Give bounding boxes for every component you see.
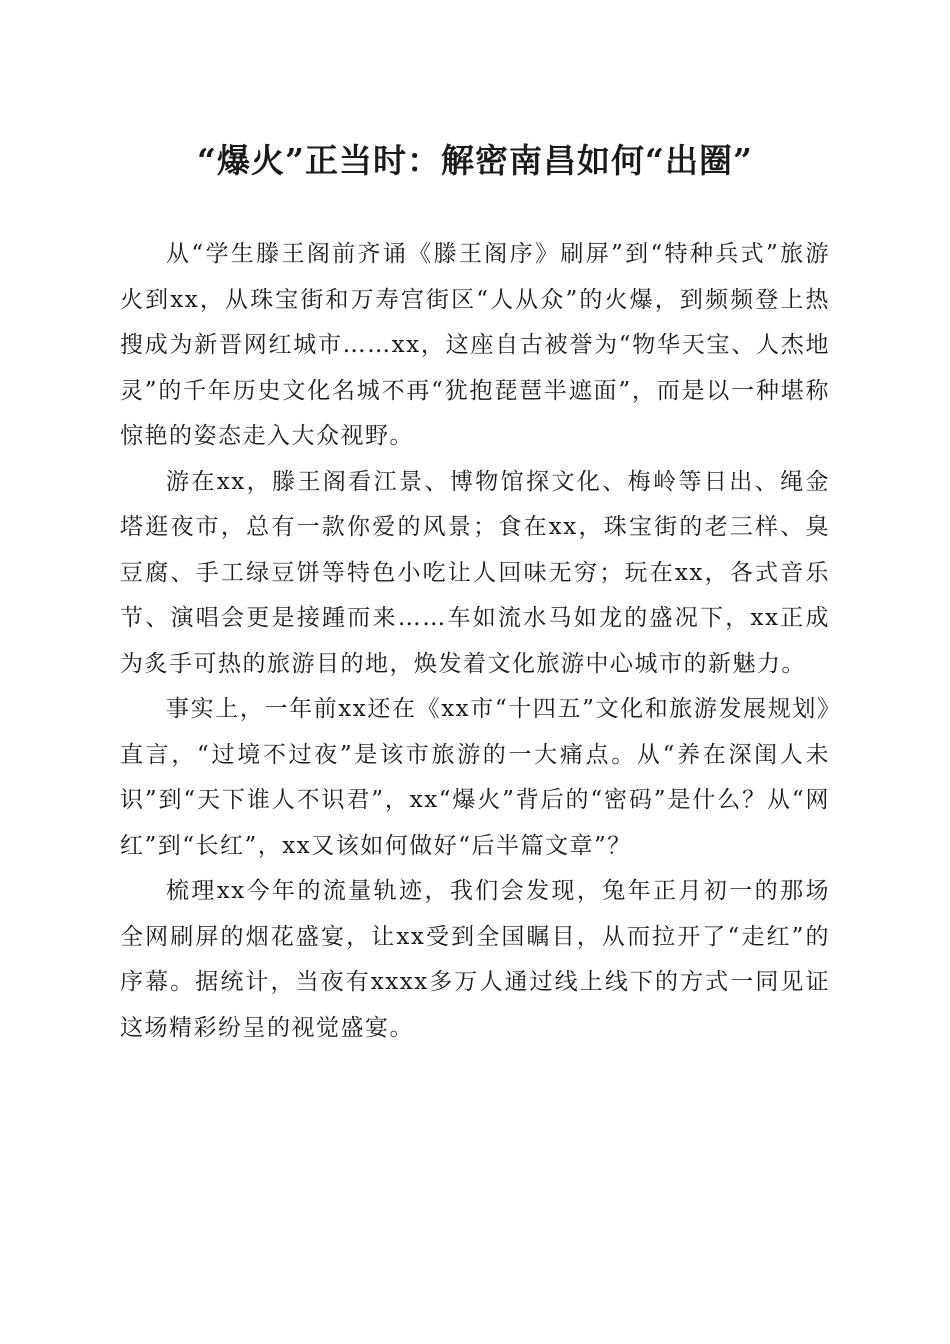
paragraph-1: 从“学生滕王阁前齐诵《滕王阁序》刷屏”到“特种兵式”旅游火到xx，从珠宝街和万寿宫街区“人从众”的火爆，到频频登上热搜成为新晋网红城市……xx，这座自古被誉为“物华天宝、人杰地灵”的千年历史文化名城不再“犹抱琵琶半遮面”，而是以一种堪称惊艳的姿态走入大众视野。 [120,241,830,449]
paragraph-3: 事实上，一年前xx还在《xx市“十四五”文化和旅游发展规划》直言，“过境不过夜”是该市旅游的一大痛点。从“养在深闺人未识”到“天下谁人不识君”，xx“爆火”背后的“密码”是什么？从“网红”到“长红”，xx又该如何做好“后半篇文章”？ [120,696,830,859]
document-body [120,232,830,1051]
paragraph-4: 梳理xx今年的流量轨迹，我们会发现，兔年正月初一的那场全网刷屏的烟花盛宴，让xx受到全国瞩目，从而拉开了“走红”的序幕。据统计，当夜有xxxx多万人通过线上线下的方式一同见证这场精彩纷呈的视觉盛宴。 [120,878,830,1041]
document-title: “爆火”正当时：解密南昌如何“出圈” [197,141,753,180]
paragraph-2: 游在xx，滕王阁看江景、博物馆探文化、梅岭等日出、绳金塔逛夜市，总有一款你爱的风景；食在xx，珠宝街的老三样、臭豆腐、手工绿豆饼等特色小吃让人回味无穷；玩在xx，各式音乐节、演唱会更是接踵而来……车如流水马如龙的盛况下，xx正成为炙手可热的旅游目的地，焕发着文化旅游中心城市的新魅力。 [120,468,830,677]
